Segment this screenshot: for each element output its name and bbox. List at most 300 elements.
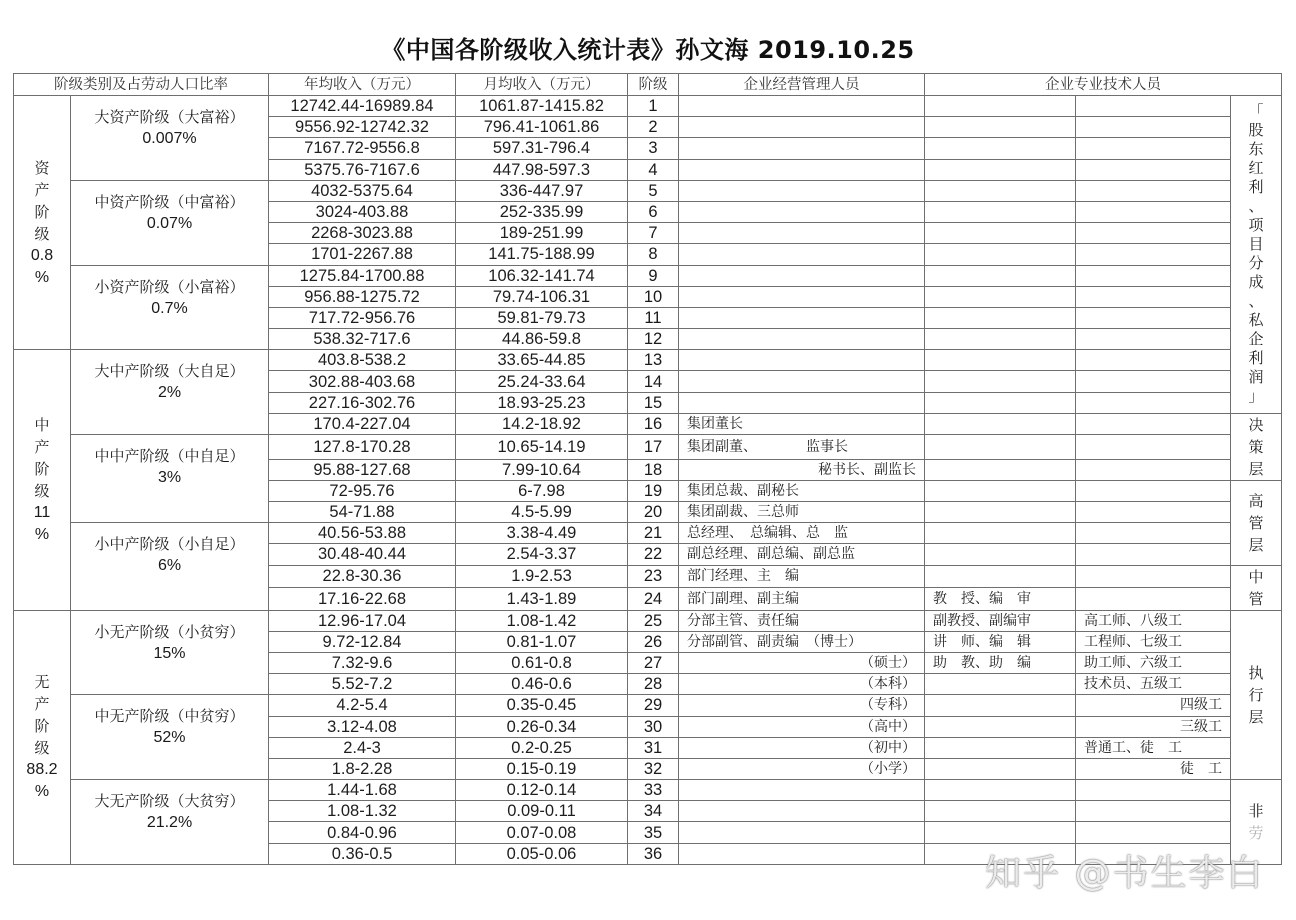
layer-char: 管 — [1248, 513, 1264, 532]
document-title: 《中国各阶级收入统计表》孙文海 2019.10.25 — [381, 36, 915, 64]
layer-char: 企 — [1248, 330, 1264, 349]
technical-grade-cell — [1076, 544, 1231, 565]
annual-income-cell: 1701-2267.88 — [269, 244, 456, 265]
management-cell: 分部副管、副责编 （博士） — [679, 631, 925, 652]
layer-cell — [1231, 565, 1282, 610]
technical-grade-cell — [1076, 459, 1231, 480]
annual-income-cell: 538.32-717.6 — [269, 329, 456, 350]
level-cell: 3 — [628, 138, 679, 159]
monthly-income-cell: 10.65-14.19 — [456, 435, 628, 460]
technical-title-cell — [925, 244, 1076, 265]
annual-income-cell: 3024-403.88 — [269, 201, 456, 222]
technical-grade-cell — [1076, 350, 1231, 371]
technical-title-cell — [925, 502, 1076, 523]
level-cell: 7 — [628, 223, 679, 244]
level-cell: 4 — [628, 159, 679, 180]
technical-grade-cell — [1076, 502, 1231, 523]
level-cell: 33 — [628, 780, 679, 801]
technical-grade-cell: 工程师、七级工 — [1076, 631, 1231, 652]
major-class-char: 级 — [34, 481, 50, 500]
management-cell — [679, 371, 925, 392]
sub-class-pct: 2% — [157, 384, 182, 402]
sub-class-pct: 3% — [157, 469, 182, 486]
technical-grade-cell — [1076, 371, 1231, 392]
monthly-income-cell: 1.9-2.53 — [456, 565, 628, 588]
technical-title-cell — [925, 265, 1076, 286]
table-row — [14, 523, 1282, 544]
layer-cell — [1231, 96, 1282, 414]
annual-income-cell: 403.8-538.2 — [269, 350, 456, 371]
monthly-income-cell: 14.2-18.92 — [456, 413, 628, 434]
management-cell — [679, 201, 925, 222]
major-class-pct-sign: % — [34, 525, 50, 543]
technical-grade-cell — [1076, 265, 1231, 286]
management-cell — [679, 159, 925, 180]
major-class-char: 阶 — [34, 717, 50, 736]
technical-title-cell: 助 教、助 编 — [925, 652, 1076, 673]
major-class-pct-sign: % — [34, 268, 50, 286]
sub-class-name: 大资产阶级（大富裕） — [94, 108, 245, 126]
technical-grade-cell — [1076, 523, 1231, 544]
management-cell — [679, 180, 925, 201]
monthly-income-cell: 4.5-5.99 — [456, 502, 628, 523]
monthly-income-cell: 2.54-3.37 — [456, 544, 628, 565]
technical-title-cell — [925, 480, 1076, 501]
table-row — [14, 695, 1282, 716]
annual-income-cell: 7167.72-9556.8 — [269, 138, 456, 159]
management-cell — [679, 138, 925, 159]
monthly-income-cell: 336-447.97 — [456, 180, 628, 201]
annual-income-cell: 0.84-0.96 — [269, 822, 456, 843]
monthly-income-cell: 597.31-796.4 — [456, 138, 628, 159]
management-cell: 集团副裁、三总师 — [679, 502, 925, 523]
layer-char: 层 — [1248, 707, 1264, 726]
header-technical: 企业专业技术人员 — [925, 74, 1282, 96]
sub-class-name: 小资产阶级（小富裕） — [94, 277, 245, 296]
monthly-income-cell: 796.41-1061.86 — [456, 117, 628, 138]
annual-income-cell: 2268-3023.88 — [269, 223, 456, 244]
level-cell: 36 — [628, 843, 679, 864]
layer-char: 私 — [1248, 311, 1264, 330]
technical-grade-cell — [1076, 392, 1231, 413]
level-cell: 12 — [628, 329, 679, 350]
major-class-char: 产 — [34, 180, 50, 199]
annual-income-cell: 17.16-22.68 — [269, 588, 456, 611]
technical-title-cell — [925, 223, 1076, 244]
monthly-income-cell: 0.05-0.06 — [456, 843, 628, 864]
technical-title-cell — [925, 435, 1076, 460]
annual-income-cell: 127.8-170.28 — [269, 435, 456, 460]
technical-grade-cell — [1076, 780, 1231, 801]
layer-cell — [1231, 413, 1282, 480]
technical-title-cell — [925, 180, 1076, 201]
technical-grade-cell: 助工师、六级工 — [1076, 652, 1231, 673]
technical-title-cell — [925, 117, 1076, 138]
major-class-char: 产 — [34, 695, 50, 714]
level-cell: 15 — [628, 392, 679, 413]
technical-title-cell — [925, 737, 1076, 758]
annual-income-cell: 1.08-1.32 — [269, 801, 456, 822]
management-cell — [679, 117, 925, 138]
layer-char: 成 — [1248, 273, 1264, 292]
major-class-pct: 11 — [33, 503, 51, 521]
technical-grade-cell — [1076, 244, 1231, 265]
sub-class-cell — [71, 780, 269, 865]
level-cell: 28 — [628, 674, 679, 695]
monthly-income-cell: 18.93-25.23 — [456, 392, 628, 413]
header-annual: 年均收入（万元） — [269, 74, 456, 96]
technical-grade-cell — [1076, 223, 1231, 244]
technical-title-cell — [925, 523, 1076, 544]
management-cell: 集团总裁、副秘长 — [679, 480, 925, 501]
sub-class-name: 中中产阶级（中自足） — [94, 447, 245, 465]
annual-income-cell: 95.88-127.68 — [269, 459, 456, 480]
table-body — [14, 96, 1282, 865]
monthly-income-cell: 25.24-33.64 — [456, 371, 628, 392]
layer-char: 红 — [1248, 159, 1264, 178]
annual-income-cell: 2.4-3 — [269, 737, 456, 758]
layer-char: 中 — [1248, 567, 1264, 586]
major-class-char: 无 — [34, 673, 50, 692]
level-cell: 21 — [628, 523, 679, 544]
sub-class-pct: 0.7% — [151, 299, 188, 317]
layer-char: 决 — [1248, 415, 1264, 434]
management-cell: （初中） — [679, 737, 925, 758]
monthly-income-cell: 141.75-188.99 — [456, 244, 628, 265]
annual-income-cell: 5375.76-7167.6 — [269, 159, 456, 180]
income-table — [13, 73, 1282, 865]
annual-income-cell: 40.56-53.88 — [269, 523, 456, 544]
technical-grade-cell — [1076, 588, 1231, 611]
annual-income-cell: 4032-5375.64 — [269, 180, 456, 201]
technical-title-cell — [925, 96, 1076, 117]
level-cell: 9 — [628, 265, 679, 286]
monthly-income-cell: 3.38-4.49 — [456, 523, 628, 544]
table-row — [14, 96, 1282, 117]
monthly-income-cell: 1061.87-1415.82 — [456, 96, 628, 117]
technical-title-cell: 副教授、副编审 — [925, 610, 1076, 631]
level-cell: 34 — [628, 801, 679, 822]
technical-grade-cell — [1076, 201, 1231, 222]
level-cell: 32 — [628, 758, 679, 779]
layer-char: 、 — [1248, 292, 1264, 311]
technical-grade-cell: 普通工、徒 工 — [1076, 737, 1231, 758]
sub-class-pct: 0.07% — [146, 214, 193, 232]
technical-title-cell — [925, 822, 1076, 843]
layer-char: 利 — [1248, 349, 1264, 368]
layer-char: 高 — [1248, 491, 1264, 510]
technical-grade-cell — [1076, 329, 1231, 350]
monthly-income-cell: 0.15-0.19 — [456, 758, 628, 779]
sub-class-name: 大无产阶级（大贫穷） — [94, 792, 245, 811]
technical-grade-cell — [1076, 117, 1231, 138]
annual-income-cell: 3.12-4.08 — [269, 716, 456, 737]
level-cell: 23 — [628, 565, 679, 588]
table-row — [14, 435, 1282, 460]
technical-grade-cell — [1076, 413, 1231, 434]
technical-title-cell — [925, 307, 1076, 328]
major-class-pct-sign: % — [34, 783, 50, 801]
watermark: 知乎 @书生李白 — [985, 853, 1265, 894]
monthly-income-cell: 106.32-141.74 — [456, 265, 628, 286]
layer-char: 目 — [1248, 235, 1264, 254]
annual-income-cell: 1275.84-1700.88 — [269, 265, 456, 286]
annual-income-cell: 12.96-17.04 — [269, 610, 456, 631]
annual-income-cell: 4.2-5.4 — [269, 695, 456, 716]
management-cell: 秘书长、副监长 — [679, 459, 925, 480]
technical-grade-cell — [1076, 159, 1231, 180]
technical-grade-cell — [1076, 138, 1231, 159]
monthly-income-cell: 59.81-79.73 — [456, 307, 628, 328]
layer-char: 、 — [1248, 197, 1264, 216]
monthly-income-cell: 33.65-44.85 — [456, 350, 628, 371]
layer-char: 策 — [1248, 437, 1264, 456]
technical-title-cell — [925, 695, 1076, 716]
sub-class-name: 大中产阶级（大自足） — [94, 362, 245, 381]
sub-class-cell — [71, 96, 269, 181]
sub-class-pct: 52% — [153, 729, 186, 747]
technical-title-cell: 教 授、编 审 — [925, 588, 1076, 611]
monthly-income-cell: 252-335.99 — [456, 201, 628, 222]
sub-class-name: 中资产阶级（中富裕） — [94, 192, 245, 211]
level-cell: 30 — [628, 716, 679, 737]
technical-grade-cell — [1076, 801, 1231, 822]
annual-income-cell: 0.36-0.5 — [269, 843, 456, 864]
level-cell: 2 — [628, 117, 679, 138]
technical-title-cell — [925, 716, 1076, 737]
annual-income-cell: 54-71.88 — [269, 502, 456, 523]
management-cell — [679, 307, 925, 328]
monthly-income-cell: 79.74-106.31 — [456, 286, 628, 307]
table-row — [14, 350, 1282, 371]
level-cell: 14 — [628, 371, 679, 392]
management-cell: 部门经理、主 编 — [679, 565, 925, 588]
technical-title-cell — [925, 392, 1076, 413]
management-cell: （硕士） — [679, 652, 925, 673]
layer-char: 层 — [1248, 459, 1264, 478]
table-row — [14, 265, 1282, 286]
monthly-income-cell: 1.43-1.89 — [456, 588, 628, 611]
sub-class-name: 中无产阶级（中贫穷） — [94, 707, 245, 726]
technical-grade-cell — [1076, 307, 1231, 328]
annual-income-cell: 22.8-30.36 — [269, 565, 456, 588]
technical-title-cell — [925, 329, 1076, 350]
layer-char: 东 — [1248, 140, 1264, 159]
annual-income-cell: 170.4-227.04 — [269, 413, 456, 434]
technical-title-cell — [925, 801, 1076, 822]
annual-income-cell: 302.88-403.68 — [269, 371, 456, 392]
annual-income-cell: 30.48-40.44 — [269, 544, 456, 565]
layer-char: 非 — [1248, 801, 1264, 820]
layer-cell — [1231, 480, 1282, 565]
technical-title-cell — [925, 138, 1076, 159]
monthly-income-cell: 44.86-59.8 — [456, 329, 628, 350]
management-cell — [679, 822, 925, 843]
sub-class-cell — [71, 180, 269, 265]
technical-grade-cell: 四级工 — [1076, 695, 1231, 716]
layer-char: 利 — [1248, 178, 1264, 197]
monthly-income-cell: 0.12-0.14 — [456, 780, 628, 801]
sub-class-cell — [71, 610, 269, 695]
table-row — [14, 180, 1282, 201]
sub-class-pct: 0.007% — [142, 130, 197, 147]
technical-grade-cell — [1076, 180, 1231, 201]
technical-grade-cell — [1076, 96, 1231, 117]
table-row — [14, 780, 1282, 801]
monthly-income-cell: 0.09-0.11 — [456, 801, 628, 822]
header-monthly: 月均收入（万元） — [456, 74, 628, 96]
sub-class-cell — [71, 695, 269, 780]
level-cell: 13 — [628, 350, 679, 371]
annual-income-cell: 9556.92-12742.32 — [269, 117, 456, 138]
sub-class-name: 小无产阶级（小贫穷） — [94, 622, 245, 641]
level-cell: 8 — [628, 244, 679, 265]
management-cell: （本科） — [679, 674, 925, 695]
management-cell: （高中） — [679, 716, 925, 737]
technical-title-cell — [925, 758, 1076, 779]
level-cell: 1 — [628, 96, 679, 117]
management-cell: 分部主管、责任编 — [679, 610, 925, 631]
level-cell: 6 — [628, 201, 679, 222]
annual-income-cell: 9.72-12.84 — [269, 631, 456, 652]
technical-grade-cell: 徒 工 — [1076, 758, 1231, 779]
technical-grade-cell — [1076, 822, 1231, 843]
technical-grade-cell: 技术员、五级工 — [1076, 674, 1231, 695]
level-cell: 24 — [628, 588, 679, 611]
technical-grade-cell — [1076, 286, 1231, 307]
technical-title-cell — [925, 674, 1076, 695]
monthly-income-cell: 7.99-10.64 — [456, 459, 628, 480]
monthly-income-cell: 189-251.99 — [456, 223, 628, 244]
level-cell: 20 — [628, 502, 679, 523]
annual-income-cell: 72-95.76 — [269, 480, 456, 501]
level-cell: 18 — [628, 459, 679, 480]
layer-char: 劳 — [1248, 823, 1264, 842]
sub-class-name: 小中产阶级（小自足） — [94, 535, 245, 554]
technical-title-cell — [925, 350, 1076, 371]
layer-char: 执 — [1248, 663, 1264, 682]
level-cell: 29 — [628, 695, 679, 716]
layer-char: 润 — [1248, 368, 1264, 387]
monthly-income-cell: 0.61-0.8 — [456, 652, 628, 673]
major-class-pct: 88.2 — [26, 761, 58, 779]
sub-class-cell — [71, 523, 269, 610]
level-cell: 11 — [628, 307, 679, 328]
technical-grade-cell — [1076, 480, 1231, 501]
management-cell — [679, 96, 925, 117]
technical-title-cell — [925, 459, 1076, 480]
monthly-income-cell: 0.2-0.25 — [456, 737, 628, 758]
major-class-cell — [14, 96, 71, 350]
management-cell — [679, 286, 925, 307]
management-cell: （专科） — [679, 695, 925, 716]
technical-title-cell — [925, 201, 1076, 222]
sub-class-cell — [71, 350, 269, 435]
major-class-char: 阶 — [34, 459, 50, 478]
annual-income-cell: 12742.44-16989.84 — [269, 96, 456, 117]
monthly-income-cell: 6-7.98 — [456, 480, 628, 501]
layer-char: 「 — [1248, 102, 1264, 121]
management-cell — [679, 329, 925, 350]
layer-char: 分 — [1248, 254, 1264, 273]
level-cell: 25 — [628, 610, 679, 631]
table-row — [14, 610, 1282, 631]
level-cell: 10 — [628, 286, 679, 307]
sub-class-pct: 21.2% — [146, 814, 193, 832]
annual-income-cell: 956.88-1275.72 — [269, 286, 456, 307]
sub-class-cell — [71, 435, 269, 523]
management-cell — [679, 350, 925, 371]
annual-income-cell: 1.44-1.68 — [269, 780, 456, 801]
technical-title-cell — [925, 159, 1076, 180]
technical-title-cell — [925, 544, 1076, 565]
annual-income-cell: 227.16-302.76 — [269, 392, 456, 413]
annual-income-cell: 1.8-2.28 — [269, 758, 456, 779]
major-class-char: 资 — [34, 158, 50, 177]
layer-char: 层 — [1248, 535, 1264, 554]
level-cell: 16 — [628, 413, 679, 434]
technical-grade-cell: 高工师、八级工 — [1076, 610, 1231, 631]
management-cell: （小学） — [679, 758, 925, 779]
management-cell — [679, 780, 925, 801]
major-class-cell — [14, 610, 71, 864]
monthly-income-cell: 1.08-1.42 — [456, 610, 628, 631]
level-cell: 5 — [628, 180, 679, 201]
technical-grade-cell: 三级工 — [1076, 716, 1231, 737]
level-cell: 31 — [628, 737, 679, 758]
header-category: 阶级类别及占劳动人口比率 — [14, 74, 269, 96]
major-class-char: 产 — [34, 437, 50, 456]
header-management: 企业经营管理人员 — [679, 74, 925, 96]
monthly-income-cell: 0.35-0.45 — [456, 695, 628, 716]
level-cell: 27 — [628, 652, 679, 673]
level-cell: 26 — [628, 631, 679, 652]
layer-char: 股 — [1248, 121, 1264, 140]
management-cell: 部门副理、副主编 — [679, 588, 925, 611]
major-class-char: 中 — [34, 415, 50, 434]
layer-char: 项 — [1248, 216, 1264, 235]
sub-class-cell — [71, 265, 269, 350]
major-class-cell — [14, 350, 71, 610]
management-cell: 总经理、 总编辑、总 监 — [679, 523, 925, 544]
monthly-income-cell: 0.81-1.07 — [456, 631, 628, 652]
management-cell — [679, 265, 925, 286]
annual-income-cell: 7.32-9.6 — [269, 652, 456, 673]
management-cell — [679, 392, 925, 413]
monthly-income-cell: 0.26-0.34 — [456, 716, 628, 737]
management-cell: 集团董长 — [679, 413, 925, 434]
technical-title-cell — [925, 371, 1076, 392]
management-cell — [679, 801, 925, 822]
management-cell — [679, 244, 925, 265]
annual-income-cell: 717.72-956.76 — [269, 307, 456, 328]
annual-income-cell: 5.52-7.2 — [269, 674, 456, 695]
management-cell — [679, 843, 925, 864]
level-cell: 22 — [628, 544, 679, 565]
sub-class-pct: 15% — [153, 644, 186, 662]
header-level: 阶级 — [628, 74, 679, 96]
layer-cell — [1231, 610, 1282, 780]
management-cell: 副总经理、副总编、副总监 — [679, 544, 925, 565]
monthly-income-cell: 0.46-0.6 — [456, 674, 628, 695]
sub-class-pct: 6% — [157, 557, 182, 575]
layer-char: 管 — [1248, 589, 1264, 608]
technical-grade-cell — [1076, 435, 1231, 460]
layer-char: 行 — [1248, 685, 1264, 704]
management-cell — [679, 223, 925, 244]
level-cell: 17 — [628, 435, 679, 460]
technical-title-cell: 讲 师、编 辑 — [925, 631, 1076, 652]
